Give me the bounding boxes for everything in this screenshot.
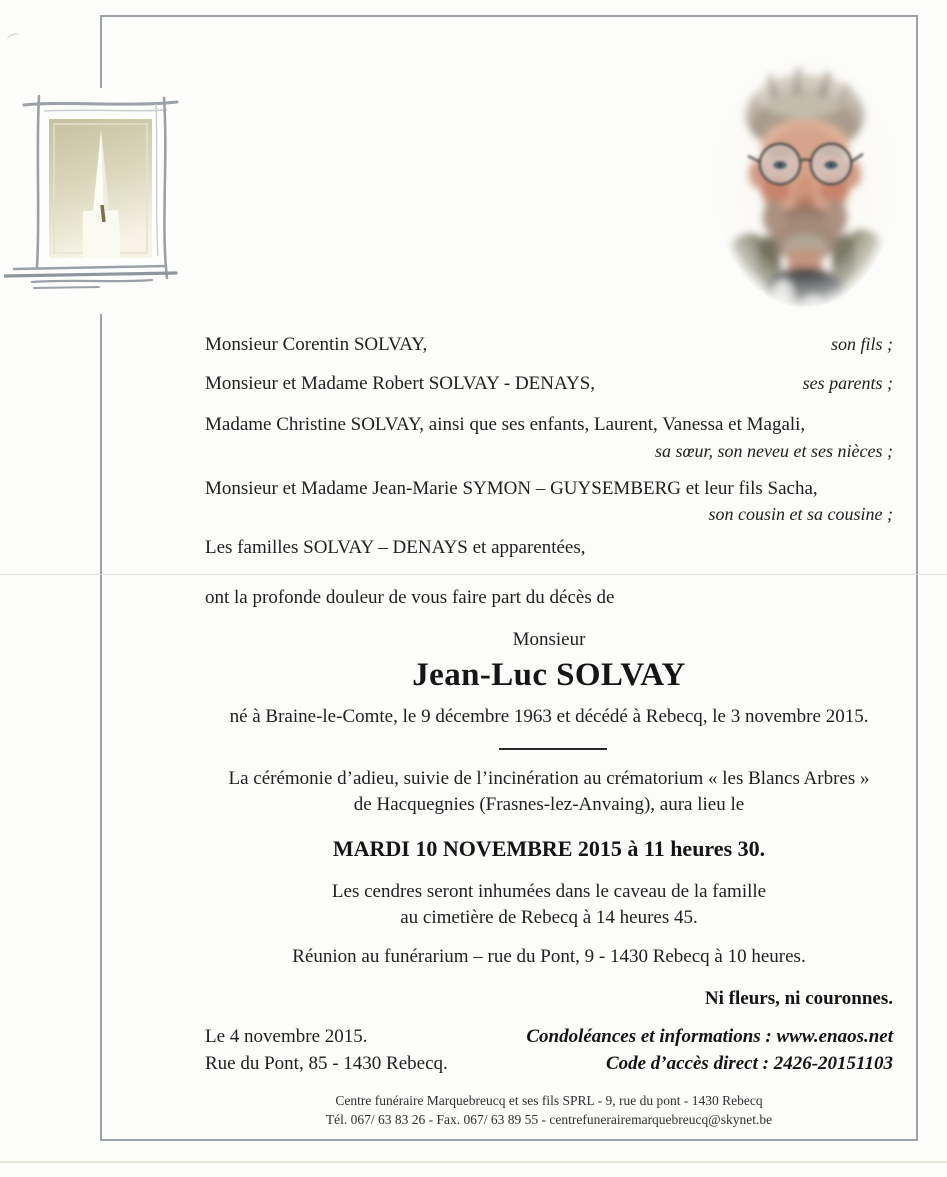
relative-name: Monsieur et Madame Robert SOLVAY - DENAYS, (205, 373, 596, 394)
scan-artifact (6, 32, 20, 42)
relation-label: son fils ; (830, 334, 893, 354)
announcement-address: Rue du Pont, 85 - 1430 Rebecq. (205, 1053, 448, 1074)
ceremony-line-2: de Hacquegnies (Frasnes-lez-Anvaing), aura lieu le (353, 794, 745, 815)
scan-fold-line (0, 574, 947, 575)
family-line-5: Les familles SOLVAY – DENAYS et apparentées, (205, 537, 586, 558)
deceased-name: Jean-Luc SOLVAY (412, 657, 686, 693)
access-code: Code d’accès direct : 2426-20151103 (605, 1053, 893, 1074)
relation-label: sa sœur, son neveu et ses nièces ; (655, 441, 893, 461)
funeral-home-contact: Tél. 067/ 63 83 26 - Fax. 067/ 63 89 55 - centrefunerairemarquebreucq@skynet.be (325, 1112, 773, 1127)
candle-sketch-image (4, 88, 196, 314)
family-line-1 (205, 333, 893, 357)
meeting-info: Réunion au funérarium – rue du Pont, 9 - 1430 Rebecq à 10 heures. (292, 946, 806, 967)
announcement-text: ont la profonde douleur de vous faire part du décès de (205, 587, 615, 608)
section-divider (499, 748, 607, 750)
no-flowers-note: Ni fleurs, ni couronnes. (704, 988, 893, 1009)
relation-label: ses parents ; (802, 373, 893, 393)
honorific: Monsieur (512, 629, 586, 650)
announcement-date: Le 4 novembre 2015. (205, 1026, 368, 1047)
family-line-4: Monsieur et Madame Jean-Marie SYMON – GUYSEMBERG et leur fils Sacha, (205, 478, 818, 499)
family-line-2 (205, 372, 893, 396)
scan-fold-line-bottom (0, 1161, 947, 1163)
condolences-website: Condoléances et informations : www.enaos.net (526, 1026, 893, 1047)
ceremony-line-1: La cérémonie d’adieu, suivie de l’incinération au crématorium « les Blancs Arbres » (228, 768, 870, 789)
ashes-line-1: Les cendres seront inhumées dans le caveau de la famille (331, 881, 767, 902)
ashes-line-2: au cimetière de Rebecq à 14 heures 45. (400, 907, 698, 928)
relative-name: Monsieur Corentin SOLVAY, (205, 334, 428, 355)
ceremony-date: MARDI 10 NOVEMBRE 2015 à 11 heures 30. (332, 836, 766, 861)
portrait-photo-vignette (710, 52, 900, 310)
life-dates: né à Braine-le-Comte, le 9 décembre 1963 et décédé à Rebecq, le 3 novembre 2015. (229, 706, 869, 727)
family-line-3: Madame Christine SOLVAY, ainsi que ses enfants, Laurent, Vanessa et Magali, (205, 414, 806, 435)
relation-label: son cousin et sa cousine ; (708, 504, 893, 524)
candle-sketch-drawing (4, 88, 196, 314)
portrait-photo (710, 52, 900, 310)
funeral-home-info: Centre funéraire Marquebreucq et ses fils SPRL - 9, rue du pont - 1430 Rebecq (335, 1093, 763, 1108)
